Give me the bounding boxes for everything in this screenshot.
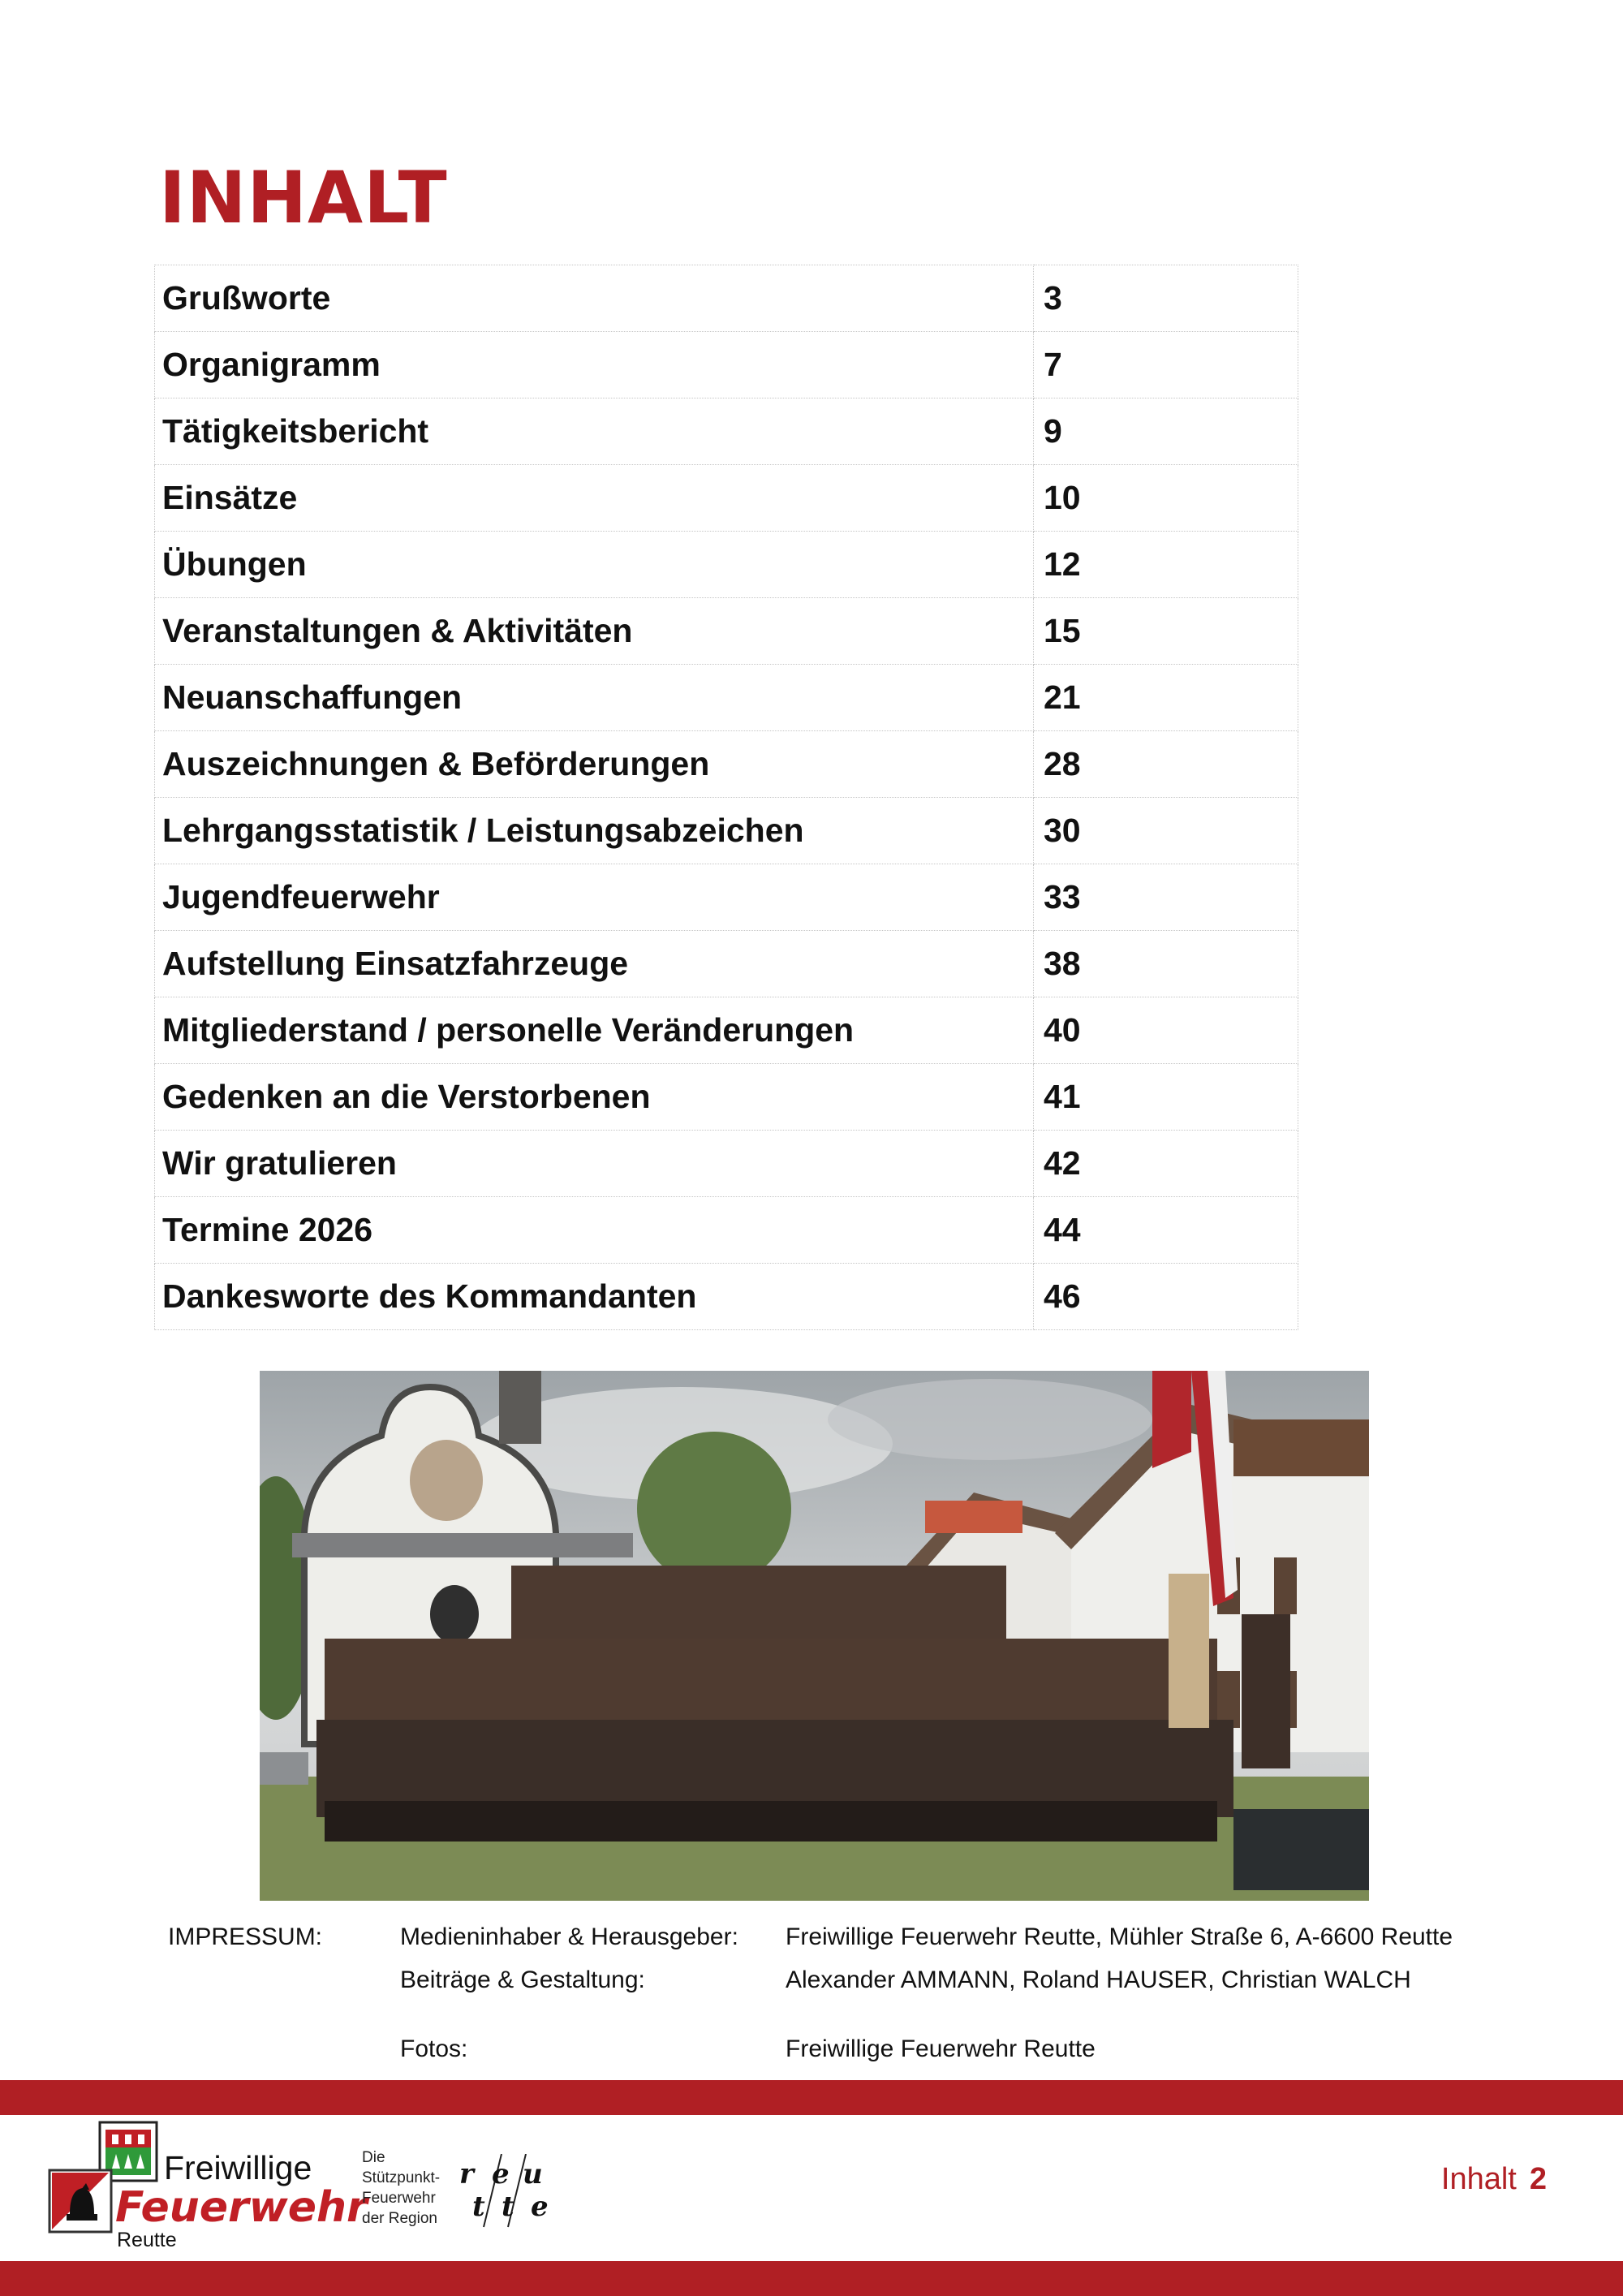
toc-page-number: 15 — [1034, 598, 1298, 665]
fire-helmet-icon — [65, 2182, 97, 2227]
toc-row[interactable] — [155, 532, 1298, 598]
toc-page-number: 7 — [1034, 332, 1298, 398]
toc-page-number: 41 — [1034, 1064, 1298, 1131]
toc-title: Aufstellung Einsatzfahrzeuge — [155, 931, 1034, 997]
impressum-key-publisher: Medieninhaber & Herausgeber: — [400, 1923, 738, 1950]
toc-page-number: 12 — [1034, 532, 1298, 598]
impressum-value-photos: Freiwillige Feuerwehr Reutte — [786, 2035, 1096, 2062]
region-line: Feuerwehr — [362, 2190, 436, 2207]
reutte-letter: t — [502, 2190, 514, 2223]
toc-title: Termine 2026 — [155, 1197, 1034, 1264]
toc-title: Einsätze — [155, 465, 1034, 532]
toc-row[interactable] — [155, 1197, 1298, 1264]
toc-page-number: 38 — [1034, 931, 1298, 997]
reutte-logo-icon — [451, 2154, 557, 2243]
toc-page-number: 21 — [1034, 665, 1298, 731]
toc-title: Grußworte — [155, 265, 1034, 332]
logo-line-feuerwehr: Feuerwehr — [115, 2183, 368, 2232]
toc-row[interactable] — [155, 1064, 1298, 1131]
impressum-value-contributors: Alexander AMMANN, Roland HAUSER, Christian WALCH — [786, 1966, 1411, 1993]
toc-row[interactable] — [155, 332, 1298, 398]
impressum-key-contributors: Beiträge & Gestaltung: — [400, 1966, 645, 1993]
toc-row[interactable] — [155, 997, 1298, 1064]
footer-page-label — [1441, 2162, 1547, 2197]
toc-title: Organigramm — [155, 332, 1034, 398]
toc-page-number: 46 — [1034, 1264, 1298, 1330]
region-line: Die — [362, 2149, 385, 2166]
group-photo-drawing — [260, 1371, 1369, 1901]
toc-page-number: 10 — [1034, 465, 1298, 532]
toc-title: Mitgliederstand / personelle Veränderungen — [155, 997, 1034, 1064]
toc-row[interactable] — [155, 665, 1298, 731]
toc-title: Übungen — [155, 532, 1034, 598]
toc-title: Veranstaltungen & Aktivitäten — [155, 598, 1034, 665]
impressum-value-publisher: Freiwillige Feuerwehr Reutte, Mühler Straße 6, A-6600 Reutte — [786, 1923, 1453, 1950]
table-of-contents — [154, 265, 1298, 1330]
toc-row[interactable] — [155, 731, 1298, 798]
toc-page-number: 3 — [1034, 265, 1298, 332]
toc-row[interactable] — [155, 864, 1298, 931]
footer-section-name: Inhalt — [1440, 2162, 1517, 2196]
reutte-letter: t — [472, 2190, 485, 2223]
toc-page-number: 28 — [1034, 731, 1298, 798]
toc-title: Dankesworte des Kommandanten — [155, 1264, 1034, 1330]
toc-page-number: 42 — [1034, 1131, 1298, 1197]
toc-title: Auszeichnungen & Beförderungen — [155, 731, 1034, 798]
toc-row[interactable] — [155, 1264, 1298, 1330]
toc-page-number: 33 — [1034, 864, 1298, 931]
reutte-letter: u — [523, 2158, 543, 2190]
toc-title: Gedenken an die Verstorbenen — [155, 1064, 1034, 1131]
toc-row[interactable] — [155, 931, 1298, 997]
toc-title: Lehrgangsstatistik / Leistungsabzeichen — [155, 798, 1034, 864]
region-slogan — [362, 2147, 440, 2229]
impressum-key-photos: Fotos: — [400, 2035, 468, 2062]
toc-row[interactable] — [155, 265, 1298, 332]
reutte-letter: e — [531, 2190, 549, 2223]
toc-title: Jugendfeuerwehr — [155, 864, 1034, 931]
footer-page-number: 2 — [1529, 2162, 1547, 2196]
toc-row[interactable] — [155, 1131, 1298, 1197]
toc-row[interactable] — [155, 798, 1298, 864]
reutte-letter: e — [492, 2158, 510, 2190]
toc-row[interactable] — [155, 598, 1298, 665]
page-title: INHALT — [159, 156, 448, 239]
footer-bottom-bar — [0, 2261, 1623, 2296]
toc-title: Wir gratulieren — [155, 1131, 1034, 1197]
region-line: Stützpunkt- — [362, 2169, 441, 2186]
toc-title: Neuanschaffungen — [155, 665, 1034, 731]
toc-page-number: 44 — [1034, 1197, 1298, 1264]
logo-line-reutte: Reutte — [117, 2229, 177, 2251]
impressum-label: IMPRESSUM: — [168, 1923, 323, 1950]
group-photo — [260, 1371, 1369, 1901]
toc-title: Tätigkeitsbericht — [155, 398, 1034, 465]
toc-page-number: 40 — [1034, 997, 1298, 1064]
footer-top-bar — [0, 2080, 1623, 2115]
region-line: der Region — [362, 2210, 437, 2227]
toc-row[interactable] — [155, 465, 1298, 532]
reutte-letter: r — [459, 2158, 474, 2190]
toc-page-number: 9 — [1034, 398, 1298, 465]
toc-row[interactable] — [155, 398, 1298, 465]
footer-logos — [47, 2120, 550, 2251]
toc-page-number: 30 — [1034, 798, 1298, 864]
logo-line-freiwillige: Freiwillige — [164, 2149, 312, 2186]
